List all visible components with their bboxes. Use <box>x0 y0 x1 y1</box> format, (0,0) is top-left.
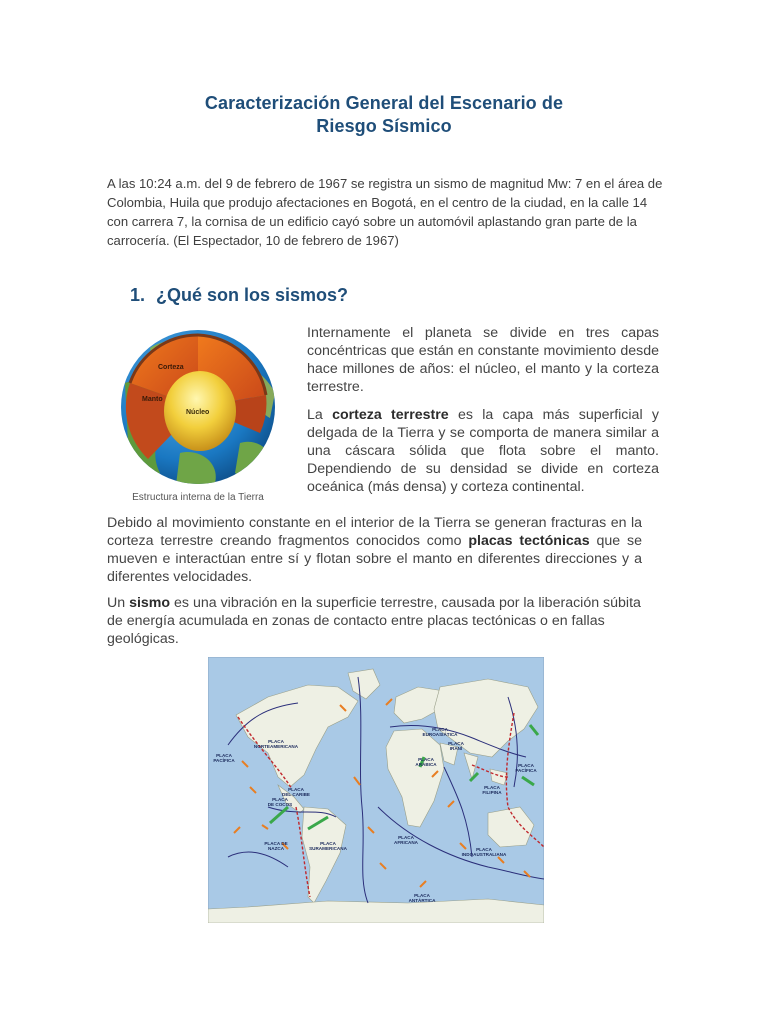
map-label-caribe-2: DEL CARIBE <box>282 792 310 797</box>
map-label-pacifica-e-2: PACÍFICA <box>515 768 537 773</box>
term-placas-tectonicas: placas tectónicas <box>468 533 590 549</box>
paragraph-sismo <box>107 594 642 648</box>
p2-text-start: La <box>307 407 333 423</box>
label-corteza: Corteza <box>158 364 184 371</box>
map-label-pacifica-w-1: PLACA <box>216 753 232 758</box>
map-label-filipina-2: FILIPINA <box>482 790 502 795</box>
map-label-suramericana-1: PLACA <box>320 841 336 846</box>
map-label-irani-1: PLACA <box>448 741 464 746</box>
earth-globe-illustration <box>120 323 276 493</box>
map-label-indoaustraliana-1: PLACA <box>476 847 492 852</box>
map-label-euroasiatica-2: EUROASIÁTICA <box>422 732 458 737</box>
map-label-filipina-1: PLACA <box>484 785 500 790</box>
document-title <box>0 92 768 138</box>
section-number: 1. <box>130 285 146 305</box>
globe-caption: Estructura interna de la Tierra <box>132 492 264 503</box>
p3-text-start: Debido al movimiento constante en el interior de la Tierra se generan fracturas en la corteza terrestre creando fragmentos conocidos como <box>107 515 642 549</box>
map-label-africana-2: AFRICANA <box>394 840 418 845</box>
p4-text-end: es una vibración en la superficie terrestre, causada por la liberación súbita de energía acumulada en zonas de contacto entre placas tectónicas o en fallas geológicas. <box>107 595 641 647</box>
term-sismo: sismo <box>129 595 171 611</box>
map-label-caribe-1: PLACA <box>288 787 304 792</box>
section-heading <box>130 283 348 307</box>
world-plates-illustration <box>208 657 544 923</box>
earth-structure-figure <box>120 323 276 493</box>
map-label-antartica-2: ANTÁRTICA <box>408 898 436 903</box>
title-line-1: Caracterización General del Escenario de <box>204 93 564 113</box>
p2-text-end: es la capa más superficial y delgada de la Tierra y se comporta de manera similar a una cáscara sólida que flota sobre el manto. Dependiendo de su densidad se divide en corteza oceánica (más densa) y corteza continental. <box>307 407 659 495</box>
term-corteza-terrestre: corteza terrestre <box>332 407 449 423</box>
map-label-nazca-1: PLACA DE <box>264 841 288 846</box>
paragraph-placas <box>107 514 642 586</box>
map-label-norteamericana-2: NORTEAMERICANA <box>253 744 299 749</box>
map-label-euroasiatica-1: PLACA <box>432 727 448 732</box>
tectonic-plates-map <box>208 657 544 923</box>
map-label-africana-1: PLACA <box>398 835 414 840</box>
paragraph-corteza <box>307 406 659 496</box>
svg-text:PLACAIRANÍ <box>448 741 465 751</box>
p4-text-start: Un <box>107 595 130 611</box>
svg-text:PLACAFILIPINA <box>482 785 502 795</box>
intro-paragraph: A las 10:24 a.m. del 9 de febrero de 1967 se registra un sismo de magnitud Mw: 7 en el área de Colombia, Huila que produjo afectaciones en Bogotá, en el centro de la ciudad, en la calle 14 con carrera 7, la cornisa de un edificio cayó sobre un automóvil aplastando gran parte de la carrocería. (El Espectador, 10 de febrero de 1967) <box>107 176 663 248</box>
paragraph-capas: Internamente el planeta se divide en tres capas concéntricas que están en constante movimiento desde hace millones de años: el núcleo, el manto y la corteza terrestre. <box>307 325 659 395</box>
label-nucleo: Núcleo <box>186 409 210 416</box>
map-label-antartica-1: PLACA <box>414 893 430 898</box>
map-label-arabica-1: PLACA <box>418 757 434 762</box>
label-manto: Manto <box>142 396 163 403</box>
map-label-pacifica-e-1: PLACA <box>518 763 534 768</box>
map-label-indoaustraliana-2: INDOAUSTRALIANA <box>461 852 507 857</box>
map-label-irani-2: IRANÍ <box>449 746 463 751</box>
map-label-norteamericana-1: PLACA <box>268 739 284 744</box>
p3-text-end: que se mueven e interactúan entre sí y flotan sobre el manto en diferentes direcciones y a diferentes velocidades. <box>107 533 642 585</box>
map-label-cocos-1: PLACA <box>272 797 288 802</box>
map-label-arabica-2: ARÁBICA <box>415 762 437 767</box>
map-label-cocos-2: DE COCOS <box>267 802 293 807</box>
map-label-nazca-2: NAZCA <box>267 846 285 851</box>
title-line-2: Riesgo Sísmico <box>316 116 452 136</box>
section-title: ¿Qué son los sismos? <box>156 285 349 305</box>
map-label-pacifica-w-2: PACÍFICA <box>213 758 235 763</box>
map-label-suramericana-2: SURAMERICANA <box>309 846 347 851</box>
